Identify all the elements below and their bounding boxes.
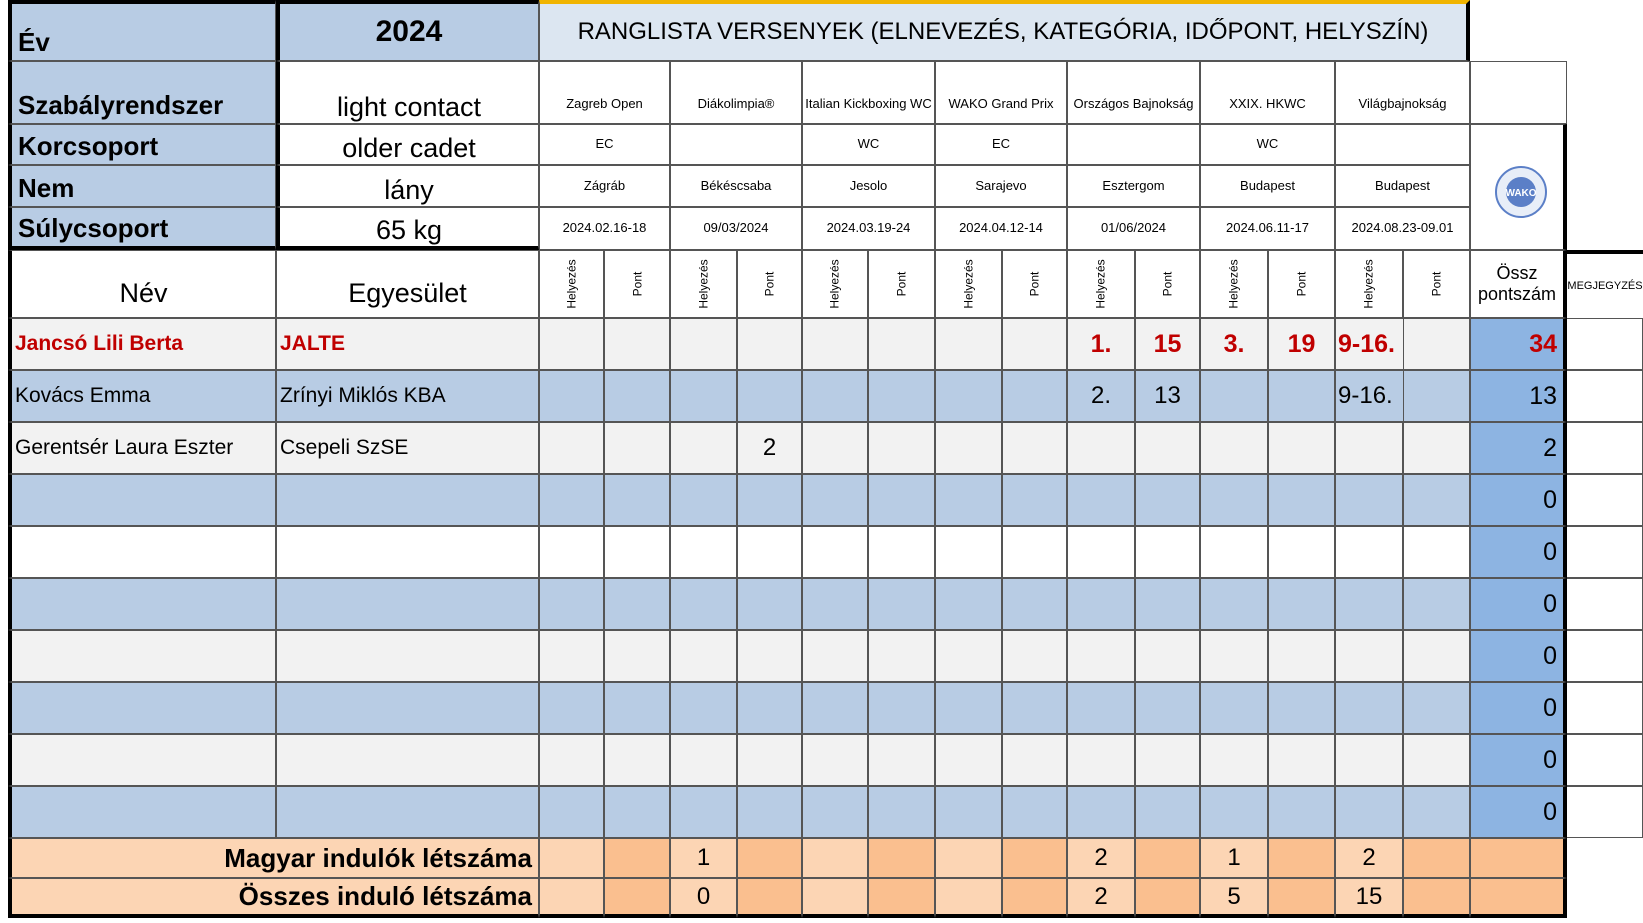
row-placement[interactable] xyxy=(670,422,737,474)
competition-category xyxy=(1067,124,1200,165)
row-points[interactable] xyxy=(868,526,935,578)
row-club[interactable] xyxy=(276,734,539,786)
footer-count xyxy=(935,878,1002,918)
row-placement[interactable] xyxy=(539,682,604,734)
row-placement[interactable] xyxy=(1335,526,1403,578)
competition-location: Zágráb xyxy=(539,165,670,207)
row-placement[interactable] xyxy=(802,318,868,370)
row-club[interactable]: Zrínyi Miklós KBA xyxy=(276,370,539,422)
row-placement[interactable] xyxy=(670,526,737,578)
wako-logo-icon xyxy=(1494,165,1548,219)
row-name[interactable] xyxy=(8,682,276,734)
header-total-line2: pontszám xyxy=(1477,284,1557,304)
header-points xyxy=(1403,250,1470,318)
footer-points xyxy=(1135,878,1200,918)
row-placement[interactable] xyxy=(539,630,604,682)
row-placement[interactable] xyxy=(935,682,1002,734)
footer-points xyxy=(1002,878,1067,918)
row-points[interactable] xyxy=(868,786,935,838)
competition-category: EC xyxy=(935,124,1067,165)
row-points[interactable] xyxy=(1135,682,1200,734)
row-club[interactable] xyxy=(276,786,539,838)
competition-location: Budapest xyxy=(1200,165,1335,207)
row-points[interactable] xyxy=(737,474,802,526)
row-placement[interactable] xyxy=(539,578,604,630)
row-placement[interactable] xyxy=(1067,734,1135,786)
row-notes[interactable] xyxy=(1567,578,1643,630)
row-notes[interactable] xyxy=(1567,370,1643,422)
row-placement[interactable] xyxy=(1335,734,1403,786)
row-placement[interactable] xyxy=(539,786,604,838)
row-points[interactable] xyxy=(1002,370,1067,422)
header-placement-label: Helyezés xyxy=(1361,259,1376,309)
row-placement[interactable] xyxy=(935,526,1002,578)
row-placement[interactable] xyxy=(539,526,604,578)
row-placement[interactable] xyxy=(1067,474,1135,526)
row-points[interactable] xyxy=(1403,786,1470,838)
header-points-label: Pont xyxy=(894,271,909,297)
row-placement[interactable] xyxy=(935,578,1002,630)
footer-total xyxy=(1470,838,1567,878)
header-points xyxy=(1002,250,1067,318)
competition-location: Békéscsaba xyxy=(670,165,802,207)
header-placement-label: Helyezés xyxy=(827,259,842,309)
row-points[interactable] xyxy=(1002,786,1067,838)
row-points[interactable] xyxy=(1002,318,1067,370)
row-points[interactable] xyxy=(737,786,802,838)
row-placement[interactable] xyxy=(670,682,737,734)
row-placement[interactable] xyxy=(1200,474,1268,526)
row-placement[interactable]: 9-16. xyxy=(1335,370,1403,422)
row-points[interactable] xyxy=(868,422,935,474)
row-notes[interactable] xyxy=(1567,318,1643,370)
row-name[interactable] xyxy=(8,630,276,682)
row-placement[interactable] xyxy=(802,474,868,526)
row-points[interactable] xyxy=(1268,526,1335,578)
row-points[interactable] xyxy=(868,578,935,630)
competition-name: Italian Kickboxing WC xyxy=(802,61,935,124)
row-placement[interactable] xyxy=(1067,578,1135,630)
row-name[interactable]: Jancsó Lili Berta xyxy=(8,318,276,370)
row-placement[interactable] xyxy=(1067,682,1135,734)
row-points[interactable] xyxy=(1403,682,1470,734)
row-placement[interactable]: 2. xyxy=(1067,370,1135,422)
row-club[interactable]: JALTE xyxy=(276,318,539,370)
footer-count xyxy=(802,878,868,918)
row-club[interactable] xyxy=(276,682,539,734)
footer-points xyxy=(868,838,935,878)
row-points[interactable] xyxy=(1403,734,1470,786)
competition-date: 2024.02.16-18 xyxy=(539,207,670,250)
header-points xyxy=(1135,250,1200,318)
row-club[interactable] xyxy=(276,474,539,526)
row-placement[interactable] xyxy=(1335,474,1403,526)
row-placement[interactable] xyxy=(670,630,737,682)
row-points[interactable] xyxy=(604,318,670,370)
row-placement[interactable] xyxy=(935,422,1002,474)
header-club: Egyesület xyxy=(276,250,539,318)
year-value-text: 2024 xyxy=(375,15,443,48)
header-placement-label: Helyezés xyxy=(961,259,976,309)
row-placement[interactable] xyxy=(802,734,868,786)
row-placement[interactable] xyxy=(935,318,1002,370)
row-points[interactable] xyxy=(1403,578,1470,630)
header-placement xyxy=(1200,250,1268,318)
row-points[interactable] xyxy=(868,474,935,526)
header-points-label: Pont xyxy=(762,271,777,297)
row-points[interactable] xyxy=(1268,786,1335,838)
row-points[interactable] xyxy=(1135,630,1200,682)
info-label-ruleset: Szabályrendszer xyxy=(8,61,276,124)
header-points xyxy=(1268,250,1335,318)
footer-count xyxy=(539,878,604,918)
row-placement[interactable] xyxy=(802,578,868,630)
row-total: 13 xyxy=(1470,370,1567,422)
competition-name: Zagreb Open xyxy=(539,61,670,124)
footer-points xyxy=(1135,838,1200,878)
row-points[interactable]: 19 xyxy=(1268,318,1335,370)
footer-count: 2 xyxy=(1067,838,1135,878)
header-placement-label: Helyezés xyxy=(696,259,711,309)
row-name[interactable] xyxy=(8,526,276,578)
row-placement[interactable] xyxy=(935,786,1002,838)
competition-name: Világbajnokság xyxy=(1335,61,1470,124)
row-total: 0 xyxy=(1470,474,1567,526)
footer-points xyxy=(737,838,802,878)
row-points[interactable] xyxy=(1403,370,1470,422)
row-placement[interactable] xyxy=(802,422,868,474)
row-points[interactable] xyxy=(1002,422,1067,474)
header-placement xyxy=(670,250,737,318)
row-placement[interactable] xyxy=(1200,526,1268,578)
info-label-gender: Nem xyxy=(8,165,276,207)
info-label-year: Év xyxy=(8,0,276,61)
row-points[interactable] xyxy=(1135,786,1200,838)
header-points xyxy=(737,250,802,318)
row-placement[interactable] xyxy=(935,370,1002,422)
row-points[interactable] xyxy=(737,370,802,422)
row-points[interactable] xyxy=(604,370,670,422)
header-placement xyxy=(1067,250,1135,318)
row-club[interactable] xyxy=(276,630,539,682)
footer-count: 1 xyxy=(670,838,737,878)
footer-points xyxy=(1268,838,1335,878)
row-placement[interactable] xyxy=(802,786,868,838)
header-spacer xyxy=(1470,61,1567,124)
row-placement[interactable]: 9-16. xyxy=(1335,318,1403,370)
row-placement[interactable] xyxy=(539,318,604,370)
header-notes: MEGJEGYZÉS xyxy=(1567,250,1643,318)
row-placement[interactable] xyxy=(802,526,868,578)
row-points[interactable] xyxy=(604,474,670,526)
row-points[interactable] xyxy=(737,526,802,578)
row-placement[interactable] xyxy=(539,474,604,526)
row-total: 0 xyxy=(1470,630,1567,682)
row-points[interactable] xyxy=(1135,474,1200,526)
row-placement[interactable] xyxy=(935,474,1002,526)
row-points[interactable] xyxy=(1135,422,1200,474)
row-total: 34 xyxy=(1470,318,1567,370)
row-placement[interactable] xyxy=(670,578,737,630)
row-club[interactable] xyxy=(276,578,539,630)
row-points[interactable]: 15 xyxy=(1135,318,1200,370)
header-placement xyxy=(935,250,1002,318)
row-placement[interactable]: 3. xyxy=(1200,318,1268,370)
competition-name: XXIX. HKWC xyxy=(1200,61,1335,124)
row-name[interactable] xyxy=(8,786,276,838)
row-name[interactable]: Gerentsér Laura Eszter xyxy=(8,422,276,474)
row-total: 2 xyxy=(1470,422,1567,474)
row-points[interactable] xyxy=(868,370,935,422)
row-points[interactable] xyxy=(1135,526,1200,578)
competition-location: Esztergom xyxy=(1067,165,1200,207)
footer-points xyxy=(1268,878,1335,918)
competition-date: 2024.04.12-14 xyxy=(935,207,1067,250)
row-name[interactable] xyxy=(8,578,276,630)
row-notes[interactable] xyxy=(1567,786,1643,838)
row-placement[interactable] xyxy=(935,734,1002,786)
row-total: 0 xyxy=(1470,578,1567,630)
row-points[interactable] xyxy=(868,630,935,682)
row-points[interactable] xyxy=(868,682,935,734)
row-placement[interactable] xyxy=(670,318,737,370)
row-points[interactable] xyxy=(1002,630,1067,682)
competition-category: EC xyxy=(539,124,670,165)
row-points[interactable] xyxy=(1403,630,1470,682)
row-placement[interactable] xyxy=(670,474,737,526)
header-name: Név xyxy=(8,250,276,318)
row-notes[interactable] xyxy=(1567,734,1643,786)
row-placement[interactable] xyxy=(670,370,737,422)
row-placement[interactable] xyxy=(1067,422,1135,474)
competition-category: WC xyxy=(1200,124,1335,165)
row-total: 0 xyxy=(1470,734,1567,786)
row-points[interactable] xyxy=(737,734,802,786)
row-placement[interactable] xyxy=(935,630,1002,682)
row-placement[interactable] xyxy=(539,734,604,786)
row-placement[interactable] xyxy=(1200,578,1268,630)
header-points-label: Pont xyxy=(1160,271,1175,297)
row-placement[interactable] xyxy=(539,370,604,422)
info-value-weight: 65 kg xyxy=(276,207,539,250)
info-label-weight: Súlycsoport xyxy=(8,207,276,250)
row-points[interactable] xyxy=(604,630,670,682)
header-placement-label: Helyezés xyxy=(1093,259,1108,309)
row-points[interactable] xyxy=(1403,318,1470,370)
header-points xyxy=(604,250,670,318)
header-total-line1: Össz xyxy=(1496,263,1538,283)
row-points[interactable] xyxy=(1135,734,1200,786)
competition-category xyxy=(670,124,802,165)
row-club[interactable]: Csepeli SzSE xyxy=(276,422,539,474)
row-placement[interactable] xyxy=(1067,526,1135,578)
footer-count: 0 xyxy=(670,878,737,918)
competition-date: 2024.03.19-24 xyxy=(802,207,935,250)
competition-category: WC xyxy=(802,124,935,165)
footer-points xyxy=(1403,838,1470,878)
row-placement[interactable] xyxy=(1335,630,1403,682)
row-points[interactable] xyxy=(604,526,670,578)
footer-total xyxy=(1470,878,1567,918)
row-name[interactable] xyxy=(8,474,276,526)
row-points[interactable] xyxy=(1002,526,1067,578)
footer-count xyxy=(935,838,1002,878)
row-points[interactable] xyxy=(604,786,670,838)
row-points[interactable] xyxy=(1002,578,1067,630)
row-points[interactable] xyxy=(737,578,802,630)
row-name[interactable] xyxy=(8,734,276,786)
footer-label-hungarian: Magyar indulók létszáma xyxy=(8,838,539,878)
footer-count xyxy=(539,838,604,878)
row-placement[interactable] xyxy=(802,370,868,422)
header-points-label: Pont xyxy=(1027,271,1042,297)
competition-name: Diákolimpia® xyxy=(670,61,802,124)
row-points[interactable] xyxy=(604,578,670,630)
row-points[interactable] xyxy=(1135,578,1200,630)
competition-location: Budapest xyxy=(1335,165,1470,207)
row-total: 0 xyxy=(1470,682,1567,734)
header-points-label: Pont xyxy=(630,271,644,297)
row-name[interactable]: Kovács Emma xyxy=(8,370,276,422)
row-total: 0 xyxy=(1470,526,1567,578)
info-label-agegroup: Korcsoport xyxy=(8,124,276,165)
footer-count: 2 xyxy=(1067,878,1135,918)
competition-name: Országos Bajnokság xyxy=(1067,61,1200,124)
row-placement[interactable] xyxy=(1335,682,1403,734)
row-points[interactable] xyxy=(868,734,935,786)
row-points[interactable] xyxy=(1403,474,1470,526)
row-total: 0 xyxy=(1470,786,1567,838)
info-value-year xyxy=(276,0,539,61)
row-points[interactable] xyxy=(737,682,802,734)
row-points[interactable]: 2 xyxy=(737,422,802,474)
row-points[interactable] xyxy=(1002,474,1067,526)
row-placement[interactable]: 1. xyxy=(1067,318,1135,370)
row-placement[interactable] xyxy=(670,734,737,786)
footer-count xyxy=(802,838,868,878)
row-points[interactable] xyxy=(1268,682,1335,734)
svg-text:WAKO: WAKO xyxy=(1505,188,1537,199)
row-notes[interactable] xyxy=(1567,630,1643,682)
row-points[interactable] xyxy=(1002,682,1067,734)
header-placement xyxy=(539,250,604,318)
header-placement-label: Helyezés xyxy=(1226,259,1241,309)
row-placement[interactable] xyxy=(802,682,868,734)
header-total xyxy=(1470,250,1567,318)
row-points[interactable] xyxy=(737,630,802,682)
row-points[interactable] xyxy=(1268,422,1335,474)
competition-date: 2024.08.23-09.01 xyxy=(1335,207,1470,250)
row-placement[interactable] xyxy=(1067,630,1135,682)
footer-points xyxy=(737,878,802,918)
footer-label-all: Összes induló létszáma xyxy=(8,878,539,918)
row-placement[interactable] xyxy=(1200,682,1268,734)
row-placement[interactable] xyxy=(1200,370,1268,422)
row-placement[interactable] xyxy=(1335,422,1403,474)
row-points[interactable] xyxy=(1403,526,1470,578)
row-points[interactable] xyxy=(1403,422,1470,474)
row-club[interactable] xyxy=(276,526,539,578)
row-points[interactable] xyxy=(1268,474,1335,526)
row-points[interactable] xyxy=(1268,370,1335,422)
competition-location: Sarajevo xyxy=(935,165,1067,207)
footer-count: 1 xyxy=(1200,838,1268,878)
info-value-gender: lány xyxy=(276,165,539,207)
header-points xyxy=(868,250,935,318)
header-placement xyxy=(802,250,868,318)
row-points[interactable] xyxy=(604,682,670,734)
footer-points xyxy=(604,878,670,918)
row-placement[interactable] xyxy=(1200,786,1268,838)
row-notes[interactable] xyxy=(1567,526,1643,578)
row-points[interactable]: 13 xyxy=(1135,370,1200,422)
row-points[interactable] xyxy=(1268,630,1335,682)
competition-date: 2024.06.11-17 xyxy=(1200,207,1335,250)
footer-points xyxy=(604,838,670,878)
row-points[interactable] xyxy=(1268,578,1335,630)
competition-location: Jesolo xyxy=(802,165,935,207)
competitions-title: RANGLISTA VERSENYEK (ELNEVEZÉS, KATEGÓRIA, IDŐPONT, HELYSZÍN) xyxy=(539,0,1470,61)
header-placement-label: Helyezés xyxy=(564,259,579,309)
row-placement[interactable] xyxy=(1200,422,1268,474)
info-value-agegroup: older cadet xyxy=(276,124,539,165)
competition-category xyxy=(1335,124,1470,165)
header-points-label: Pont xyxy=(1429,271,1444,297)
footer-points xyxy=(1403,878,1470,918)
row-points[interactable] xyxy=(737,318,802,370)
row-points[interactable] xyxy=(868,318,935,370)
row-points[interactable] xyxy=(604,422,670,474)
competition-date: 09/03/2024 xyxy=(670,207,802,250)
row-points[interactable] xyxy=(1268,734,1335,786)
row-placement[interactable] xyxy=(1200,630,1268,682)
footer-count: 2 xyxy=(1335,838,1403,878)
row-placement[interactable] xyxy=(1335,786,1403,838)
competition-date: 01/06/2024 xyxy=(1067,207,1200,250)
row-placement[interactable] xyxy=(1335,578,1403,630)
row-notes[interactable] xyxy=(1567,422,1643,474)
row-notes[interactable] xyxy=(1567,474,1643,526)
footer-count: 15 xyxy=(1335,878,1403,918)
row-placement[interactable] xyxy=(802,630,868,682)
footer-count: 5 xyxy=(1200,878,1268,918)
footer-points xyxy=(868,878,935,918)
row-placement[interactable] xyxy=(670,786,737,838)
header-placement xyxy=(1335,250,1403,318)
row-points[interactable] xyxy=(604,734,670,786)
info-value-ruleset: light contact xyxy=(276,61,539,124)
row-notes[interactable] xyxy=(1567,682,1643,734)
row-points[interactable] xyxy=(1002,734,1067,786)
row-placement[interactable] xyxy=(1200,734,1268,786)
competition-name: WAKO Grand Prix xyxy=(935,61,1067,124)
header-points-label: Pont xyxy=(1294,271,1309,297)
row-placement[interactable] xyxy=(539,422,604,474)
footer-points xyxy=(1002,838,1067,878)
row-placement[interactable] xyxy=(1067,786,1135,838)
